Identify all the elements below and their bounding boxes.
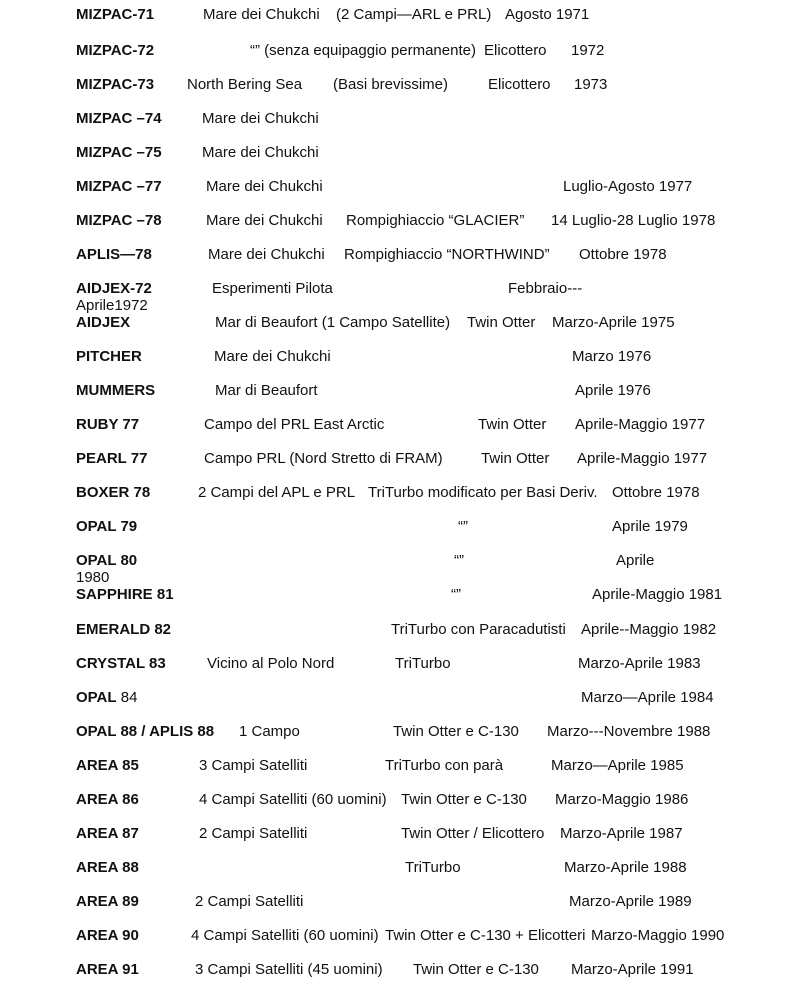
- expedition-name: AIDJEX: [76, 314, 131, 331]
- table-row: [0, 245, 800, 265]
- expedition-name: AREA 89: [76, 893, 139, 910]
- transport: Twin Otter e C-130: [413, 961, 539, 978]
- table-row: [0, 41, 800, 61]
- details: (Basi brevissime): [333, 76, 449, 93]
- table-row: [0, 381, 800, 401]
- expedition-name: MIZPAC –74: [76, 110, 162, 127]
- table-row: [0, 177, 800, 197]
- table-row: [0, 790, 800, 810]
- table-row: [0, 517, 800, 537]
- date: Ottobre 1978: [612, 484, 700, 501]
- expedition-name: CRYSTAL 83: [76, 655, 166, 672]
- date: Marzo---Novembre 1988: [547, 723, 711, 740]
- table-row: [0, 960, 800, 980]
- date: Aprile: [616, 552, 655, 569]
- expedition-name: RUBY 77: [76, 416, 140, 433]
- date: Aprile 1979: [612, 518, 688, 535]
- expedition-name: AREA 87: [76, 825, 139, 842]
- details: 1 Campo: [239, 723, 300, 740]
- transport: TriTurbo: [395, 655, 451, 672]
- transport: Twin Otter e C-130: [393, 723, 519, 740]
- date: Febbraio---: [508, 280, 583, 297]
- expedition-name: PEARL 77: [76, 450, 148, 467]
- expedition-name: OPAL 80: [76, 552, 138, 569]
- transport: Twin Otter: [467, 314, 536, 331]
- table-row: [0, 483, 800, 503]
- transport: Rompighiaccio “GLACIER”: [346, 212, 525, 229]
- date: Aprile 1976: [575, 382, 651, 399]
- date: Luglio-Agosto 1977: [563, 178, 693, 195]
- table-row: [0, 722, 800, 742]
- table-row: [0, 415, 800, 435]
- transport: Rompighiaccio “NORTHWIND”: [344, 246, 550, 263]
- location: North Bering Sea: [187, 76, 303, 93]
- date: 1973: [574, 76, 608, 93]
- expedition-name: OPAL 84: [76, 689, 138, 706]
- transport: Twin Otter: [478, 416, 547, 433]
- date: Marzo—Aprile 1985: [551, 757, 684, 774]
- transport: Twin Otter e C-130: [401, 791, 527, 808]
- location: Campo del PRL East Arctic: [204, 416, 385, 433]
- expedition-name: AREA 85: [76, 757, 139, 774]
- expedition-name: BOXER 78: [76, 484, 151, 501]
- expedition-name: MIZPAC-73: [76, 76, 155, 93]
- table-row: [0, 654, 800, 674]
- transport: TriTurbo modificato per Basi Deriv.: [368, 484, 598, 501]
- details: 2 Campi Satelliti: [195, 893, 304, 910]
- date: Aprile--Maggio 1982: [581, 621, 717, 638]
- location: Mare dei Chukchi: [214, 348, 331, 365]
- table-row: [0, 313, 800, 333]
- location: Mare dei Chukchi: [206, 178, 323, 195]
- table-row: [0, 449, 800, 469]
- transport: TriTurbo con parà: [385, 757, 504, 774]
- table-row: [0, 824, 800, 844]
- expedition-name: AREA 86: [76, 791, 139, 808]
- ditto-mark: “”: [458, 518, 468, 535]
- transport: Twin Otter / Elicottero: [401, 825, 545, 842]
- details: 3 Campi Satelliti: [199, 757, 308, 774]
- expedition-name: MIZPAC –75: [76, 144, 162, 161]
- expedition-name: AIDJEX-72: [76, 280, 152, 297]
- details: (2 Campi—ARL e PRL): [336, 6, 492, 23]
- expedition-name: SAPPHIRE 81: [76, 586, 174, 603]
- date: 1972: [571, 42, 605, 59]
- expedition-name: PITCHER: [76, 348, 142, 365]
- table-row: [0, 75, 800, 95]
- details: 2 Campi Satelliti: [199, 825, 308, 842]
- table-row: [0, 143, 800, 163]
- expedition-name: MIZPAC –78: [76, 212, 162, 229]
- table-row: [0, 5, 800, 25]
- expedition-name: APLIS—78: [76, 246, 152, 263]
- date: Ottobre 1978: [579, 246, 667, 263]
- details: Esperimenti Pilota: [212, 280, 333, 297]
- expedition-name: MIZPAC –77: [76, 178, 162, 195]
- details: 2 Campi del APL e PRL: [198, 484, 356, 501]
- location: Mare dei Chukchi: [202, 144, 319, 161]
- date: Marzo-Maggio 1986: [555, 791, 689, 808]
- expedition-name: AREA 90: [76, 927, 139, 944]
- expedition-name: AREA 88: [76, 859, 139, 876]
- location: Mare dei Chukchi: [208, 246, 325, 263]
- date: Agosto 1971: [505, 6, 590, 23]
- location: Vicino al Polo Nord: [207, 655, 335, 672]
- location: Mare dei Chukchi: [202, 110, 319, 127]
- details: 4 Campi Satelliti (60 uomini): [199, 791, 387, 808]
- transport: Twin Otter e C-130 + Elicotteri: [385, 927, 586, 944]
- date: Marzo-Aprile 1975: [552, 314, 675, 331]
- details: 3 Campi Satelliti (45 uomini): [195, 961, 383, 978]
- table-row: [0, 585, 800, 605]
- date: Marzo-Aprile 1983: [578, 655, 701, 672]
- transport: Elicottero: [484, 42, 547, 59]
- date: Marzo 1976: [572, 348, 652, 365]
- date: Marzo-Aprile 1987: [560, 825, 683, 842]
- expedition-name: EMERALD 82: [76, 621, 172, 638]
- location: Mar di Beaufort (1 Campo Satellite): [215, 314, 451, 331]
- date: Marzo-Aprile 1989: [569, 893, 692, 910]
- date: Marzo-Maggio 1990: [591, 927, 725, 944]
- table-row: [0, 211, 800, 231]
- transport: Elicottero: [488, 76, 551, 93]
- date-continuation: 1980: [76, 569, 110, 586]
- expedition-name: OPAL 79: [76, 518, 138, 535]
- details: 4 Campi Satelliti (60 uomini): [191, 927, 379, 944]
- table-row: [0, 688, 800, 708]
- location: Campo PRL (Nord Stretto di FRAM): [204, 450, 443, 467]
- location: Mare dei Chukchi: [203, 6, 320, 23]
- date: Marzo-Aprile 1988: [564, 859, 687, 876]
- date: Aprile-Maggio 1981: [592, 586, 723, 603]
- transport: Twin Otter: [481, 450, 550, 467]
- ditto-mark: “”: [454, 552, 464, 569]
- date: 14 Luglio-28 Luglio 1978: [551, 212, 716, 229]
- location: Mare dei Chukchi: [206, 212, 323, 229]
- expedition-name: MIZPAC-72: [76, 42, 155, 59]
- location: Mar di Beaufort: [215, 382, 318, 399]
- transport: TriTurbo con Paracadutisti: [391, 621, 566, 638]
- expedition-name: AREA 91: [76, 961, 139, 978]
- table-row: [0, 892, 800, 912]
- date: Marzo-Aprile 1991: [571, 961, 694, 978]
- table-row: [0, 347, 800, 367]
- date: Aprile-Maggio 1977: [575, 416, 706, 433]
- expedition-name: MIZPAC-71: [76, 6, 155, 23]
- table-row: [0, 756, 800, 776]
- date: Aprile-Maggio 1977: [577, 450, 708, 467]
- date-continuation: Aprile1972: [76, 297, 148, 314]
- table-row: [0, 620, 800, 640]
- transport: TriTurbo: [405, 859, 461, 876]
- expedition-name: MUMMERS: [76, 382, 156, 399]
- table-row: [0, 109, 800, 129]
- details: “” (senza equipaggio permanente): [250, 42, 476, 59]
- expedition-name: OPAL 88 / APLIS 88: [76, 723, 215, 740]
- table-row: [0, 858, 800, 878]
- table-row: [0, 926, 800, 946]
- ditto-mark: “”: [451, 586, 461, 603]
- date: Marzo—Aprile 1984: [581, 689, 714, 706]
